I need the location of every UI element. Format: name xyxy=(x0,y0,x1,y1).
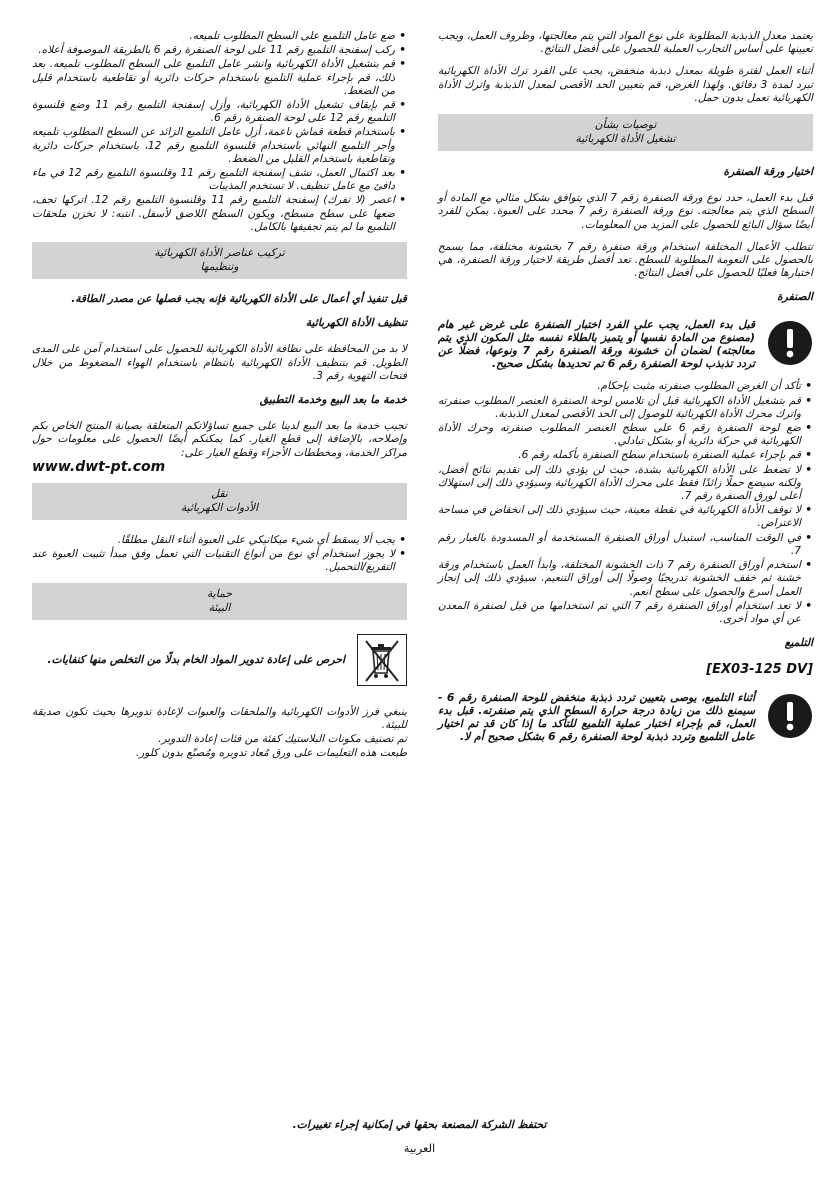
recommendations-band xyxy=(438,114,813,151)
list-item: • قم بإجراء عملية الصنفرة باستخدام سطح الصنفرة بأكمله رقم 6. xyxy=(438,449,813,462)
list-item: • بعد اكتمال العمل، نشف إسفنجة التلميع رقم 11 وقلنسوة التلميع رقم 12 في ماء دافئ مع عامل تنظيف. لا تستخدم المذيبات xyxy=(32,167,407,193)
intro-paragraph-2: أثناء العمل لفترة طويلة بمعدل ذبذبة منخفض، يجب على الفرد ترك الأداة الكهربائية تبرد لمدة 3 دقائق. ولهذا الغرض، قم بتعيين الحد الأقصى لمعدل الذبذبة واترك الأداة الكهربائية تعمل بدون حمل. xyxy=(438,65,814,104)
manufacturer-note: تحتفظ الشركة المصنعة بحقها في إمكانية إجراء تغييرات. xyxy=(292,1118,547,1131)
polishing-warning-text: أثناء التلميع، يوصى بتعيين تردد ذبذبة منخفض للوحة الصنفرة رقم 6 - سيمنع ذلك من زيادة درجة حرارة السطح الذي يتم صنفرته. قبل بدء العمل، قم بإجراء اختبار عملية التلميع للتأكد ما إذا كان قد تم اختيار عامل التلميع وتردد ذبذبة لوحة الصنفرة رقم 6 بشكل صحيح أم لا. xyxy=(438,690,756,744)
environment-paragraph: ينبغي فرز الأدوات الكهربائية والملحقات والعبوات لإعادة تدويرها بحيث تكون صديقة للبيئة. xyxy=(32,705,407,731)
language-label: العربية xyxy=(403,1141,436,1155)
recommendations-band-line1: توصيات بشأن xyxy=(594,118,657,132)
transport-bullet-list xyxy=(32,534,407,575)
assembly-warning: قبل تنفيذ أي أعمال على الأداة الكهربائية فإنه يجب فصلها عن مصدر الطاقة. xyxy=(71,293,407,306)
polishing-model-label: [EX03-125 DV] xyxy=(706,662,813,678)
recycle-note: احرص على إعادة تدوير المواد الخام بدلًا من التخلص منها كنفايات. xyxy=(47,653,345,667)
list-item: • لا توقف الأداة الكهربائية في نقطة معينة، حيث سيؤدي ذلك إلى انخفاض في مساحة الاعتراض. xyxy=(438,504,813,530)
recommendations-band-line2: تشغيل الأداة الكهربائية xyxy=(575,132,676,146)
environment-band-line1: حماية xyxy=(207,586,232,600)
list-item: • قم بتشغيل الأداة الكهربائية وانشر عامل التلميع على السطح المطلوب تلميعه. بعد ذلك، قم بإجراء عملية التلميع باستخدام حركات دائرية أو تقاطعية باستخدام قليل من الضغط. xyxy=(32,58,407,98)
service-paragraph xyxy=(32,420,407,474)
list-item: • اعصر (لا تفرك) إسفنجة التلميع رقم 11 وقلنسوة التلميع رقم 12. اتركها تجف، ضعها على سطح مسطح، ويكون السطح اللاصق لأسفل. انتبه: لا تخزن ملحقات التلميع ما لم يتم تجفيفها بالكامل. xyxy=(32,194,407,234)
left-column xyxy=(32,30,407,770)
list-item: • باستخدام قطعة قماش ناعمة، أزل عامل التلميع الزائد عن السطح المطلوب تلميعه وأجر التلميع النهائي باستخدام قلنسوة التلميع رقم 12، باستخدام حركات دائرية وتقاطعية باستخدام القليل من الضغط. xyxy=(32,126,407,166)
cleaning-heading: تنظيف الأداة الكهربائية xyxy=(305,316,407,330)
list-item: • ضع لوحة الصنفرة رقم 6 على سطح العنصر المطلوب صنفرته وحرك الأداة الكهربائية في حركة دائرية أو بشكل تبادلي. xyxy=(438,422,813,448)
assembly-band-line1: تركيب عناصر الأداة الكهربائية xyxy=(154,246,285,260)
sanding-heading: الصنفرة xyxy=(777,290,813,304)
environment-paragraph-3: طبعت هذه التعليمات على ورق مُعاد تدويره ومُصنّع بدون كلور. xyxy=(135,747,407,760)
list-item: • قم بتشغيل الأداة الكهربائية قبل أن تلامس لوحة الصنفرة العنصر المطلوب صنفرته واترك محرك الأداة الكهربائية للوصول إلى الحد الأقصى لمعدل الذبذبة. xyxy=(438,395,813,421)
crossed-out-wheelie-bin-icon xyxy=(357,634,407,686)
polishing-bullet-list xyxy=(32,30,407,234)
polishing-warning-block xyxy=(438,691,813,744)
list-item: • استخدم أوراق الصنفرة رقم 7 ذات الخشونة المختلفة، وابدأ العمل باستخدام ورقة خشنة ثم خفف الخشونة تدريجيًا وصولًا إلى أوراق التنعيم. سيؤدي ذلك إلى إنجاز العمل أسرع والحصول على سطح أنعم. xyxy=(438,559,813,599)
recycle-block xyxy=(32,634,407,686)
polishing-heading: التلميع xyxy=(784,636,813,650)
exclamation-circle-icon xyxy=(767,693,813,739)
sanding-sheet-paragraph-2: تتطلب الأعمال المختلفة استخدام ورقة صنفرة رقم 7 بخشونة مختلفة، مما يسمح بالحصول على النعومة المطلوبة للسطح. تعد أفضل طريقة لاختيار ورقة الصنفرة، هي اختبارها فعليًا للحصول على أفضل النتائج. xyxy=(438,240,813,280)
list-item: • لا تضغط على الأداة الكهربائية بشدة، حيث لن يؤدي ذلك إلى تقديم نتائج أفضل، ولكنه سيضع حملًا زائدًا فقط على محرك الأداة الكهربائية وسيؤدي ذلك إلى استهلاك أعلى لورق الصنفرة رقم 7. xyxy=(438,464,813,504)
service-heading: خدمة ما بعد البيع وخدمة التطبيق xyxy=(259,393,407,407)
environment-paragraph-2: تم تصنيف مكونات البلاستيك كفئة من فئات إعادة التدوير. xyxy=(158,733,407,746)
sanding-bullet-list xyxy=(438,380,813,626)
transport-band-line2: الأدوات الكهربائية xyxy=(180,501,259,515)
right-column xyxy=(438,30,813,753)
intro-paragraph: يعتمد معدل الذبذبة المطلوبة على نوع المواد التي يتم معالجتها، وظروف العمل، ويجب تعيينها على أساس التجارب العملية للحصول على أفضل النتائج. xyxy=(438,30,813,56)
transport-band-line1: نقل xyxy=(211,487,228,501)
list-item: • في الوقت المناسب، استبدل أوراق الصنفرة المستخدمة أو المسدودة بالغبار رقم 7. xyxy=(438,532,813,558)
list-item: • لا يجوز استخدام أي نوع من أنواع التقنيات التي تعمل وفق مبدأ تثبيت العبوة عند التفريغ/التحميل. xyxy=(32,548,407,574)
list-item: • ضع عامل التلميع على السطح المطلوب تلميعه. xyxy=(32,30,407,43)
sanding-warning-text: قبل بدء العمل، يجب على الفرد اختبار الصنفرة على غرض غير هام (مصنوع من المادة نفسها أو يتميز بالطلاء نفسه مثل المكون الذي يتم معالجته) لضمان أن خشونة ورقة الصنفرة رقم 7 ونوعها، فضلًا عن تردد تذبذب لوحة الصنفرة رقم 6 تم تحديدها بشكل صحيح. xyxy=(438,317,755,371)
environment-band xyxy=(32,583,407,620)
sanding-sheet-heading: اختيار ورقة الصنفرة xyxy=(723,165,813,179)
assembly-band xyxy=(32,242,407,279)
cleaning-paragraph: لا بد من المحافظة على نظافة الأداة الكهربائية للحصول على استخدام آمن على المدى الطويل. قم بتنظيف الأداة الكهربائية بانتظام باستخدام الهواء المضغوط من خلال فتحات التهوية رقم 3. xyxy=(32,343,407,382)
service-url-link[interactable]: www.dwt-pt.com xyxy=(32,458,166,475)
sanding-warning-block xyxy=(438,318,813,371)
sanding-sheet-paragraph: قبل بدء العمل، حدد نوع ورقة الصنفرة رقم 7 الذي يتوافق بشكل مثالي مع المادة أو السطح الذي يتم معالجته. نوع ورقة الصنفرة رقم 7 محدد على العبوة. يمكن للفرد أيضًا سؤال البائع للحصول على المزيد من المعلومات. xyxy=(438,192,813,231)
list-item: • تأكد أن الغرض المطلوب صنفرته مثبت بإحكام. xyxy=(438,380,813,393)
list-item: • يجب ألا يسقط أي شيء ميكانيكي على العبوة أثناء النقل مطلقًا. xyxy=(32,534,407,547)
environment-band-line2: البيئة xyxy=(208,600,231,614)
transport-band xyxy=(32,483,407,520)
list-item: • لا تعد استخدام أوراق الصنفرة رقم 7 التي تم استخدامها من قبل لصنفرة المعدن عن أي مواد أخرى. xyxy=(438,600,813,626)
service-text: تجيب خدمة ما بعد البيع لدينا على جميع تساؤلاتكم المتعلقة بصيانة المنتج الخاص بكم وإصلاحه، بالإضافة إلى قطع الغيار. كما يمكنكم أيضًا الحصول على معلومات حول مراكز الخدمة، ومخططات الأجزاء وقطع الغيار على: xyxy=(32,420,407,459)
list-item: • قم بإيقاف تشغيل الأداة الكهربائية، وأزل إسفنجة التلميع رقم 11 وضع قلنسوة التلميع رقم 12 على لوحة الصنفرة رقم 6. xyxy=(32,99,407,125)
assembly-band-line2: وتنظيمها xyxy=(200,260,239,274)
list-item: • ركب إسفنجة التلميع رقم 11 على لوحة الصنفرة رقم 6 بالطريقة الموصوفة أعلاه. xyxy=(32,44,407,57)
exclamation-circle-icon xyxy=(767,320,813,366)
